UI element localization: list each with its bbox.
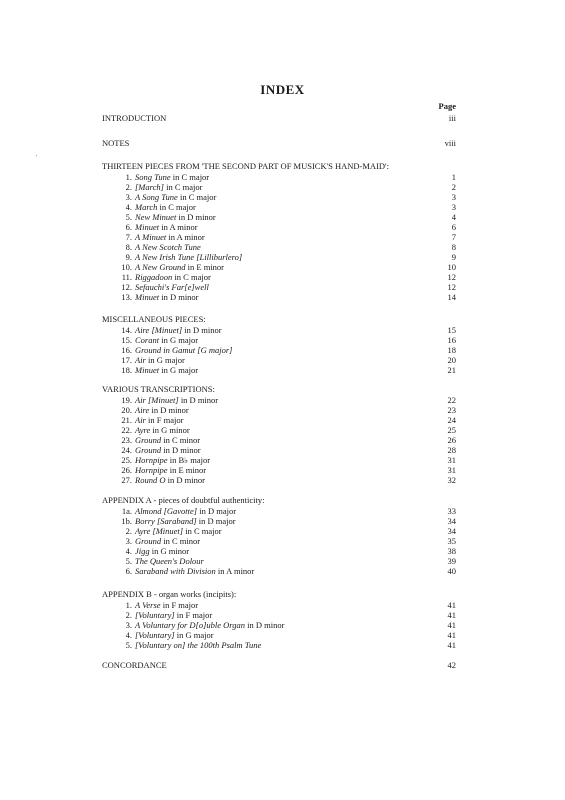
item-number: 17. <box>121 355 132 365</box>
piece-key: in G major <box>174 630 214 640</box>
piece-title: Sefauchi's Far[e]well <box>135 282 209 292</box>
piece-key: in G major <box>159 335 199 345</box>
piece-title: The Queen's Dolour <box>135 556 204 566</box>
piece-title: [Voluntary] <box>135 610 175 620</box>
piece-title: New Minuet <box>135 212 177 222</box>
page-number: 4 <box>451 212 456 222</box>
page-number: 3 <box>451 192 456 202</box>
page-number: 31 <box>447 455 456 465</box>
item-number: 22. <box>121 425 132 435</box>
item-label <box>102 620 284 630</box>
index-item <box>102 526 456 536</box>
page-number: 23 <box>447 405 456 415</box>
item-number: 11. <box>121 272 132 282</box>
piece-key: in C major <box>183 526 222 536</box>
piece-title: Air [Minuet] <box>135 395 179 405</box>
item-number: 23. <box>121 435 132 445</box>
item-number: 8. <box>125 242 132 252</box>
page-number: 32 <box>447 475 456 485</box>
piece-title: A New Ground <box>135 262 186 272</box>
item-number: 24. <box>121 445 132 455</box>
piece-key: in A minor <box>166 232 205 242</box>
item-label <box>102 292 199 302</box>
piece-key: in G minor <box>149 546 190 556</box>
page-number: 42 <box>447 660 456 670</box>
piece-key: in D minor <box>182 325 222 335</box>
index-item <box>102 556 456 566</box>
page-number: 2 <box>451 182 456 192</box>
item-label <box>102 202 196 212</box>
piece-title: Aire [Minuet] <box>135 325 183 335</box>
page-number: 28 <box>447 445 456 455</box>
piece-key: in C minor <box>161 435 201 445</box>
heading-label <box>102 113 166 123</box>
page-number: 21 <box>447 365 456 375</box>
piece-title: A Voluntary for D[o]uble Organ <box>135 620 246 630</box>
item-number: 19. <box>121 395 132 405</box>
item-number: 25. <box>121 455 132 465</box>
item-number: 7. <box>125 232 132 242</box>
item-label <box>102 435 200 445</box>
piece-key: in C major <box>172 272 211 282</box>
page-number: 26 <box>447 435 456 445</box>
item-number: 4. <box>125 546 132 556</box>
page-number: 39 <box>447 556 456 566</box>
heading-text: THIRTEEN PIECES FROM 'THE SECOND PART OF MUSICK'S HAND-MAID': <box>102 161 389 171</box>
index-item <box>102 272 456 282</box>
item-label <box>102 405 189 415</box>
piece-title: Air <box>135 355 146 365</box>
piece-title: Air <box>135 415 146 425</box>
item-number: 26. <box>121 465 132 475</box>
piece-key: in A minor <box>159 222 198 232</box>
section-heading <box>102 138 456 148</box>
item-number: 20. <box>121 405 132 415</box>
page-number: 35 <box>447 536 456 546</box>
index-item <box>102 455 456 465</box>
heading-label <box>102 660 167 670</box>
piece-key: in D minor <box>165 475 205 485</box>
piece-title: A Verse <box>135 600 161 610</box>
index-item <box>102 252 456 262</box>
item-label <box>102 536 200 546</box>
section-heading <box>102 660 456 670</box>
item-label <box>102 526 222 536</box>
piece-key: in C minor <box>161 536 201 546</box>
piece-key: in A minor <box>215 566 255 576</box>
heading-label <box>102 161 389 171</box>
piece-title: Song Tune <box>135 172 171 182</box>
section-heading <box>102 384 456 394</box>
piece-title: [March] <box>135 182 164 192</box>
page-number: 38 <box>447 546 456 556</box>
item-label <box>102 232 205 242</box>
piece-key: in D minor <box>178 395 219 405</box>
index-item <box>102 610 456 620</box>
item-number: 4. <box>125 630 132 640</box>
index-item <box>102 516 456 526</box>
page-number: 9 <box>451 252 456 262</box>
item-label <box>102 262 224 272</box>
page-column-label: Page <box>438 101 456 111</box>
item-label <box>102 282 209 292</box>
item-label <box>102 335 198 345</box>
piece-title: Hornpipe <box>135 465 168 475</box>
page-number: 33 <box>447 506 456 516</box>
piece-title: Jigg <box>135 546 150 556</box>
piece-key: in G minor <box>150 425 190 435</box>
section-heading <box>102 113 456 123</box>
item-label <box>102 425 190 435</box>
index-item <box>102 546 456 556</box>
section-heading <box>102 161 456 171</box>
page-number: 12 <box>447 272 456 282</box>
index-item <box>102 355 456 365</box>
piece-key: in E minor <box>185 262 225 272</box>
heading-text: MISCELLANEOUS PIECES: <box>102 314 206 324</box>
piece-key: in D major <box>196 516 236 526</box>
index-item <box>102 212 456 222</box>
section-heading <box>102 314 456 324</box>
page-number: 22 <box>447 395 456 405</box>
piece-key: in F major <box>160 600 199 610</box>
page-number: 7 <box>451 232 456 242</box>
page-number: 6 <box>451 222 456 232</box>
item-label <box>102 630 214 640</box>
page-number: 41 <box>447 640 456 650</box>
item-number: 10. <box>121 262 132 272</box>
piece-key: in C major <box>177 192 217 202</box>
item-number: 13. <box>121 292 132 302</box>
item-label <box>102 546 189 556</box>
item-number: 14. <box>121 325 132 335</box>
item-label <box>102 556 204 566</box>
index-item <box>102 425 456 435</box>
piece-key: in F major <box>145 415 184 425</box>
piece-title: Saraband with Division <box>135 566 216 576</box>
index-item <box>102 262 456 272</box>
item-number: 2. <box>125 610 132 620</box>
item-label <box>102 445 201 455</box>
item-label <box>102 172 209 182</box>
heading-text: CONCORDANCE <box>102 660 167 670</box>
piece-title: Almond [Gavotte] <box>135 506 198 516</box>
index-item <box>102 345 456 355</box>
item-number: 3. <box>125 536 132 546</box>
item-number: 16. <box>121 345 132 355</box>
page-number: iii <box>448 113 456 123</box>
heading-suffix: - organ works (incipits): <box>151 589 237 599</box>
heading-label <box>102 589 236 599</box>
piece-title: A Minuet <box>135 232 167 242</box>
piece-title: [Voluntary on] the 100th Psalm Tune <box>135 640 262 650</box>
index-item <box>102 395 456 405</box>
heading-text: APPENDIX A <box>102 495 152 505</box>
page-number: 41 <box>447 630 456 640</box>
index-item <box>102 292 456 302</box>
index-item <box>102 365 456 375</box>
piece-key: in G major <box>159 365 199 375</box>
item-label <box>102 455 210 465</box>
item-number: 5. <box>125 212 132 222</box>
index-item <box>102 445 456 455</box>
item-number: 4. <box>125 202 132 212</box>
heading-label <box>102 384 215 394</box>
page-number: viii <box>444 138 456 148</box>
piece-key: in G major <box>145 355 185 365</box>
index-item <box>102 405 456 415</box>
piece-key: in B♭ major <box>167 455 211 465</box>
item-label <box>102 365 198 375</box>
item-label <box>102 506 236 516</box>
piece-title: March <box>135 202 158 212</box>
piece-title: Corant <box>135 335 160 345</box>
heading-label <box>102 138 129 148</box>
item-label <box>102 222 198 232</box>
item-number: 5. <box>125 556 132 566</box>
piece-title: A New Scotch Tune <box>135 242 201 252</box>
item-number: 27. <box>121 475 132 485</box>
heading-text: NOTES <box>102 138 130 148</box>
item-number: 6. <box>125 566 132 576</box>
item-number: 9. <box>125 252 132 262</box>
item-label <box>102 640 261 650</box>
item-number: 1. <box>125 600 132 610</box>
piece-key: in D minor <box>159 292 199 302</box>
page-number: 16 <box>447 335 456 345</box>
heading-label <box>102 314 206 324</box>
index-item <box>102 435 456 445</box>
item-number: 1b. <box>121 516 132 526</box>
page-number: 14 <box>447 292 456 302</box>
piece-title: Hornpipe <box>135 455 168 465</box>
piece-title: Ayre <box>135 425 151 435</box>
piece-key: in C major <box>163 182 203 192</box>
index-item <box>102 465 456 475</box>
piece-title: Ground in Gamut [G major] <box>135 345 233 355</box>
item-number: 2. <box>125 182 132 192</box>
index-item <box>102 600 456 610</box>
page-number: 34 <box>447 516 456 526</box>
item-label <box>102 600 198 610</box>
item-number: 3. <box>125 192 132 202</box>
piece-key: in D minor <box>176 212 216 222</box>
piece-title: Ground <box>135 445 162 455</box>
index-item <box>102 222 456 232</box>
piece-title: A Song Tune <box>135 192 178 202</box>
item-label <box>102 475 205 485</box>
item-label <box>102 465 206 475</box>
page-number: 15 <box>447 325 456 335</box>
item-label <box>102 610 212 620</box>
page-number: 40 <box>447 566 456 576</box>
piece-key: in D minor <box>245 620 285 630</box>
index-item <box>102 640 456 650</box>
item-number: 5. <box>125 640 132 650</box>
item-label <box>102 395 218 405</box>
item-number: 12. <box>121 282 132 292</box>
piece-key: in F major <box>174 610 213 620</box>
item-label <box>102 272 211 282</box>
piece-title: Borry [Saraband] <box>135 516 197 526</box>
piece-key: in D minor <box>149 405 189 415</box>
item-label <box>102 345 232 355</box>
item-label <box>102 516 236 526</box>
page-number: 18 <box>447 345 456 355</box>
section-heading <box>102 495 456 505</box>
piece-title: Minuet <box>135 222 160 232</box>
index-item <box>102 475 456 485</box>
page-number: 41 <box>447 610 456 620</box>
piece-key: in E minor <box>167 465 207 475</box>
item-number: 1. <box>125 172 132 182</box>
item-label <box>102 355 185 365</box>
index-item <box>102 202 456 212</box>
item-number: 2. <box>125 526 132 536</box>
item-label <box>102 252 242 262</box>
page-number: 24 <box>447 415 456 425</box>
item-number: 21. <box>121 415 132 425</box>
item-label <box>102 212 216 222</box>
item-label <box>102 242 201 252</box>
heading-text: APPENDIX B <box>102 589 152 599</box>
heading-text: INTRODUCTION <box>102 113 167 123</box>
piece-title: Riggadoon <box>135 272 173 282</box>
page-number: 12 <box>447 282 456 292</box>
piece-title: Minuet <box>135 365 160 375</box>
heading-text: VARIOUS TRANSCRIPTIONS: <box>102 384 215 394</box>
index-item <box>102 182 456 192</box>
piece-title: Ayre [Minuet] <box>135 526 184 536</box>
piece-key: in D major <box>197 506 237 516</box>
index-item <box>102 172 456 182</box>
item-number: 6. <box>125 222 132 232</box>
item-number: 15. <box>121 335 132 345</box>
item-label <box>102 192 216 202</box>
page-number: 25 <box>447 425 456 435</box>
index-item <box>102 325 456 335</box>
piece-title: [Voluntary] <box>135 630 175 640</box>
item-label <box>102 182 202 192</box>
piece-title: Ground <box>135 435 162 445</box>
index-item <box>102 415 456 425</box>
item-label <box>102 325 222 335</box>
piece-key: in C major <box>170 172 210 182</box>
page-number: 1 <box>451 172 456 182</box>
section-heading <box>102 589 456 599</box>
page-number: 8 <box>451 242 456 252</box>
index-item <box>102 506 456 516</box>
index-item <box>102 566 456 576</box>
index-item <box>102 242 456 252</box>
print-speck <box>36 155 37 156</box>
page-number: 20 <box>447 355 456 365</box>
item-number: 18. <box>121 365 132 375</box>
item-label <box>102 415 183 425</box>
page-number: 41 <box>447 600 456 610</box>
page-number: 31 <box>447 465 456 475</box>
heading-suffix: - pieces of doubtful authenticity: <box>151 495 265 505</box>
index-item <box>102 282 456 292</box>
index-item <box>102 192 456 202</box>
piece-title: Minuet <box>135 292 160 302</box>
piece-title: Aire <box>135 405 150 415</box>
piece-key: in D minor <box>161 445 201 455</box>
page-number: 3 <box>451 202 456 212</box>
index-item <box>102 630 456 640</box>
piece-key: in C major <box>157 202 196 212</box>
page-number: 34 <box>447 526 456 536</box>
index-item <box>102 232 456 242</box>
piece-title: A New Irish Tune [Lilliburlero] <box>135 252 243 262</box>
page-title: INDEX <box>260 82 305 97</box>
index-item <box>102 620 456 630</box>
item-number: 3. <box>125 620 132 630</box>
page-number: 41 <box>447 620 456 630</box>
piece-title: Round O <box>135 475 166 485</box>
item-label <box>102 566 254 576</box>
page-number: 10 <box>447 262 456 272</box>
item-number: 1a. <box>121 506 132 516</box>
piece-title: Ground <box>135 536 162 546</box>
index-item <box>102 536 456 546</box>
index-item <box>102 335 456 345</box>
heading-label <box>102 495 264 505</box>
